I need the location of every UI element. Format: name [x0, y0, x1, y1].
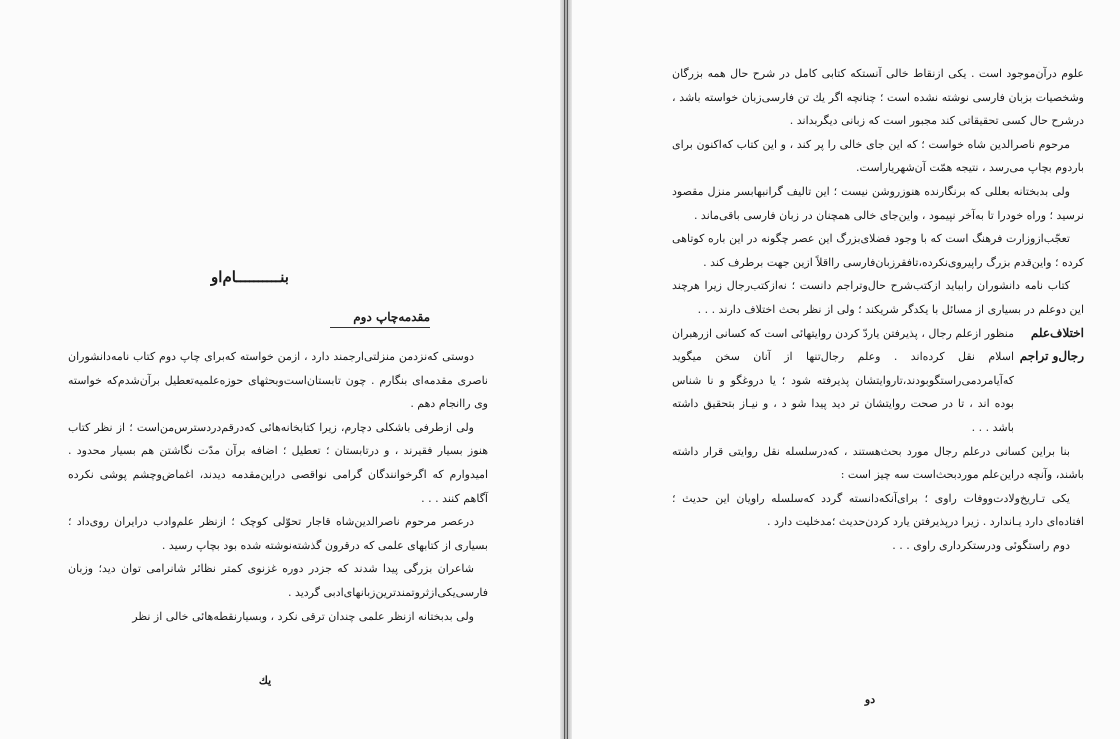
paragraph: مرحوم ناصرالدین شاه خواست ؛ که این جای خالی را پر کند ، و این کتاب که‌اکنون برای باردوم بچاپ می‌رسد ، نتیجه همّت آن‌شهریاراست. [672, 137, 1084, 175]
paragraph: یکی تـاریخ‌ولادت‌ووفات راوی ؛ برای‌آنکه‌دانسته گردد که‌سلسله راویان این حدیث ؛ افتاده‌ای دارد یـاندارد . زیرا درپذیرفتن یارد کردن‌حدیث ؛مدخلیت دارد . [672, 491, 1084, 529]
right-page [572, 0, 1120, 739]
paragraph: دوم راستگوئی ودرستکرداری راوی . . . [892, 538, 1070, 552]
right-page-text [672, 62, 1084, 557]
side-note-row [672, 322, 1084, 440]
paragraph: درعصر مرحوم ناصرالدین‌شاه قاجار تحوّلی کوچک ؛ ازنظر علم‌وادب درایران روی‌داد ؛بسیاری از کتابهای علمی که درقرون گذشته‌نوشته شده بود بچاپ رسید . [68, 515, 488, 552]
paragraph: شاعران بزرگی پیدا شدند که جزدر دوره غزنوی کمتر نظائر شانرامی توان دید؛ وزبان فارسی‌یکی‌ازثروتمندترین‌زبانهای‌ادبی گردید . [68, 562, 488, 599]
paragraph: علوم درآن‌موجود است . یکی ازنقاط خالی آنستکه کتابی کامل در شرح حال همه بزرگان وشخصیات بزبان فارسی نوشته نشده است ؛ چنانچه اگر یك تن فارسی‌زبان خواسته باشد ، درشرح حال کسی تحقیقاتی کند مجبور است که زبانی دیگربداند . [672, 67, 1084, 128]
paragraph: تعجّب‌ازوزارت فرهنگ است که با وجود فضلای‌بزرگ این عصر چگونه در این باره کوتاهی کرده ؛ واین‌قدم بزرگ راپیروی‌نکرده،تافقرزبان‌فارسی رااقلاً ازین جهت برطرف کند . [672, 232, 1084, 269]
left-page-text [68, 345, 488, 628]
book-gutter [560, 0, 572, 739]
gutter-line [564, 0, 565, 739]
bismillah-heading: بنــــــــــام‌او [211, 268, 289, 286]
side-note-label [1014, 322, 1084, 440]
paragraph: ولی ازطرفی باشکلی دچارم، زیرا کتابخانه‌هائی که‌درقم‌دردسترس‌من‌است ؛ از نظر کتاب هنوز بسیار فقیرند ، و درتابستان ؛ تعطیل ؛ اضافه برآن مدّت نگاشتن هم بسیار محدود . امیدوارم که اگرخوانندگان گرامی نواقصی دراین‌مقدمه دیدند، اغماض‌وچشم پوشی نکرده آگاهم کنند . . . [68, 420, 488, 505]
side-note-paragraph: منظور ازعلم رجال ، پذیرفتن یاردّ کردن روایتهائی است که کسانی ازرهبران اسلام نقل کرده‌اند . وعلم رجال‌تنها از آنان سخن میگوید که‌آیامردمی‌راستگوبودند،تاروایتشان پذیرفته شود ؛ یا دروغگو و نا شناس بوده اند ، تا در صحت روایتشان تر دید پیدا شو د ، و نیـاز بتحقیق داشته باشد . . . [672, 326, 1014, 434]
page-number: دو [864, 693, 876, 706]
paragraph: بنا براین کسانی درعلم رجال مورد بحث‌هستند ، که‌درسلسله نقل روایتی قرار داشته باشند، وآنچه دراین‌علم موردبحث‌است سه چیز است : [672, 444, 1084, 482]
side-label-line-2: رجال‌و تراجم [1019, 349, 1084, 364]
paragraph: ولی بدبختانه ازنظر علمی چندان ترقی نکرد ، وبسیارنقطه‌هائی خالی از نظر [132, 609, 474, 623]
paragraph: دوستی که‌نزدمن منزلتی‌ارجمند دارد ، ازمن خواسته که‌برای چاپ دوم کتاب نامه‌دانشوران ناصری مقدمه‌ای بنگارم . چون تابستان‌است‌وبحثهای حوزه‌علمیه‌تعطیل برآن‌شدم‌که خواسته وی راانجام دهم . [68, 350, 488, 411]
side-label-line-1: اختلاف‌علم [1030, 325, 1084, 340]
gutter-line [567, 0, 568, 739]
section-heading: مقدمه‌چاپ دوم [330, 310, 430, 328]
page-number: یك [258, 674, 272, 687]
paragraph: کتاب نامه دانشوران رابباید ازکتب‌شرح حال‌وتراجم دانست ؛ نه‌ازکتب‌رجال زیرا هرچند این دوعلم در بسیاری از مسائل با یکدگر شریکند ؛ ولی از نظر بحث اختلاف دارند . . . [672, 279, 1084, 316]
paragraph: ولی بدبختانه بعللی که برنگارنده هنوزروشن نیست ؛ این تالیف گرانبهابسر منزل مقصود نرسید ؛ وراه خودرا تا به‌آخر نپیمود ، واین‌جای خالی همچنان در زبان فارسی باقی‌ماند . [672, 184, 1084, 222]
